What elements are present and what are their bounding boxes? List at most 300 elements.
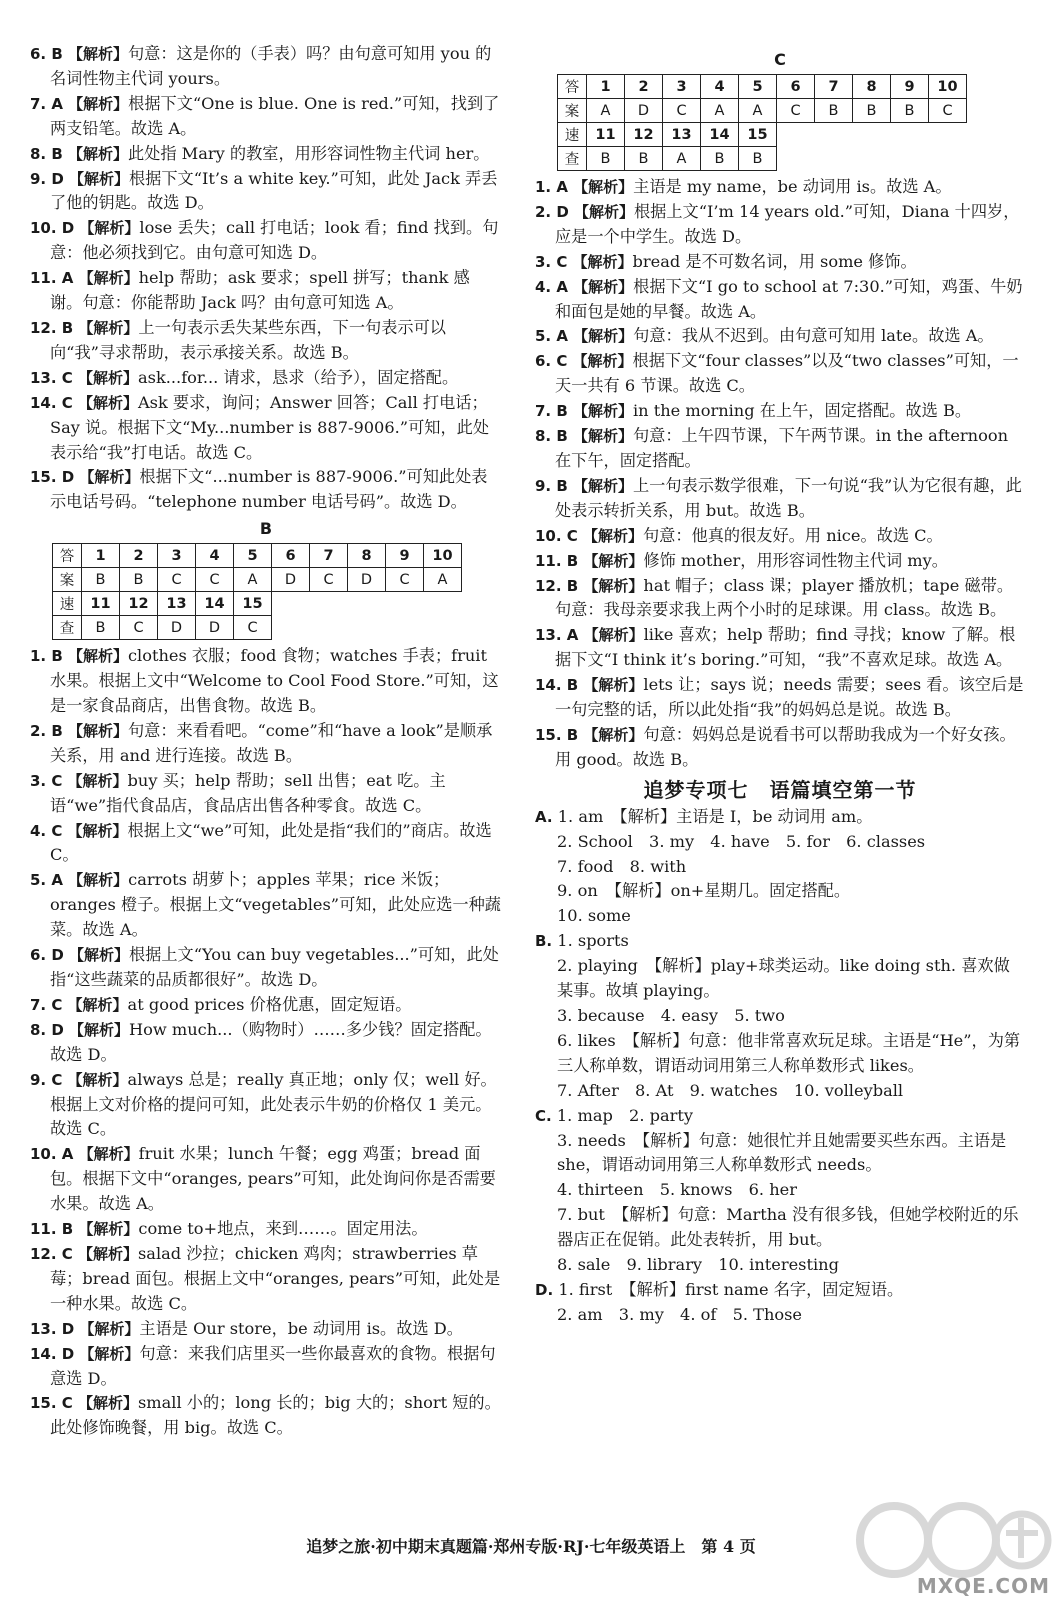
fill-answer-text: 1. am 【解析】主语是 I，be 动词用 am。 <box>557 806 873 826</box>
analysis-text: 句意：这是你的（手表）吗？由句意可知用 you 的名词性物主代词 yours。 <box>50 44 492 88</box>
analysis-tag: 【解析】 <box>583 626 644 645</box>
analysis-text: bread 是不可数名词，用 some 修饰。 <box>632 251 917 271</box>
analysis-text: come to+地点，来到……。固定用法。 <box>138 1219 428 1239</box>
answer-number: 10. C <box>535 526 578 545</box>
empty-cell <box>272 592 310 616</box>
answer-number: 4. C <box>30 821 63 840</box>
answer-entry <box>30 993 502 1018</box>
answer-number: 8. B <box>535 427 568 446</box>
answer-entry <box>535 474 1025 524</box>
empty-cell <box>310 592 348 616</box>
answer-entry <box>30 943 502 993</box>
answer-number: 6. B <box>30 45 63 63</box>
answer-entry <box>535 723 1025 773</box>
section-title: 追梦专项七 语篇填空第一节 <box>643 777 917 802</box>
fill-answer-text: 6. likes 【解析】句意：他非常喜欢玩足球。主语是“He”，为第三人称单数，谓语动词用第三人称单数形式 likes。 <box>557 1030 1021 1075</box>
answer-entry <box>535 954 1025 1004</box>
question-number-cell: 8 <box>853 75 891 99</box>
answer-entry <box>30 42 502 92</box>
empty-cell <box>386 616 424 640</box>
answer-cell: D <box>625 99 663 123</box>
answer-entry <box>30 1342 502 1392</box>
answer-cell: A <box>424 568 462 592</box>
answer-entry <box>535 1029 1025 1079</box>
empty-cell <box>386 592 424 616</box>
analysis-text: 句意：来我们店里买一些你最喜欢的食物。根据句意选 D。 <box>50 1343 496 1388</box>
answer-entry <box>30 366 502 391</box>
answer-entry <box>30 465 502 515</box>
question-number-cell: 7 <box>815 75 853 99</box>
analysis-tag: 【解析】 <box>78 1220 139 1239</box>
answer-entry <box>30 1391 502 1441</box>
analysis-tag: 【解析】 <box>68 946 129 965</box>
answer-number: 12. B <box>535 576 579 595</box>
empty-cell <box>929 123 967 147</box>
answer-number: 6. C <box>535 352 568 371</box>
empty-cell <box>348 616 386 640</box>
analysis-tag: 【解析】 <box>573 202 634 221</box>
analysis-text: buy 买；help 帮助；sell 出售；eat 吃。主语“we”指代食品店，食品店出售各种零食。故选 C。 <box>50 770 446 815</box>
row-label: 查 <box>558 147 587 171</box>
answer-cell: B <box>625 147 663 171</box>
empty-cell <box>929 147 967 171</box>
answer-entry <box>535 175 1025 200</box>
question-number-cell: 3 <box>663 75 701 99</box>
analysis-tag: 【解析】 <box>67 821 128 840</box>
analysis-text: hat 帽子；class 课；player 播放机；tape 磁带。句意：我母亲要求我上两个小时的足球课。用 class。故选 B。 <box>555 575 1014 620</box>
answer-number: 7. C <box>30 995 63 1014</box>
empty-cell <box>815 147 853 171</box>
analysis-text: at good prices 价格优惠，固定短语。 <box>127 994 412 1014</box>
answer-entry <box>535 349 1025 399</box>
fill-answer-text: 3. because 4. easy 5. two <box>557 1006 785 1025</box>
answer-number: 13. A <box>535 626 579 645</box>
analysis-text: 修饰 mother，用形容词性物主代词 my。 <box>643 550 948 570</box>
analysis-tag: 【解析】 <box>572 352 633 371</box>
fill-answer-text: 3. needs 【解析】句意：她很忙并且她需要买些东西。主语是 she，谓语动词用第三人称单数形式 needs。 <box>557 1130 1007 1175</box>
answer-entry <box>535 830 1025 855</box>
question-number-cell: 1 <box>82 544 120 568</box>
answer-number: 3. C <box>30 771 63 790</box>
analysis-tag: 【解析】 <box>79 1319 140 1338</box>
answer-cell: D <box>272 568 310 592</box>
analysis-text: small 小的；long 长的；big 大的；short 短的。此处修饰晚餐，用 big。故选 C。 <box>50 1393 501 1438</box>
answer-entry <box>535 1303 1025 1328</box>
question-number-cell: 5 <box>234 544 272 568</box>
question-number-cell: 11 <box>587 123 625 147</box>
analysis-tag: 【解析】 <box>78 1145 139 1164</box>
answer-cell: B <box>891 99 929 123</box>
analysis-text: 根据上文“I’m 14 years old.”可知，Diana 十四岁，应是一个中学生。故选 D。 <box>555 201 1020 246</box>
answer-entry <box>535 524 1025 549</box>
question-number-cell: 14 <box>196 592 234 616</box>
table-row <box>53 544 462 568</box>
analysis-text: 上一句表示丢失某些东西，下一句表示可以向“我”寻求帮助，表示承接关系。故选 B。 <box>50 317 446 362</box>
answer-entry <box>30 868 502 943</box>
answer-entry <box>535 904 1025 929</box>
empty-cell <box>348 592 386 616</box>
analysis-text: 句意：上午四节课，下午两节课。in the afternoon 在下午，固定搭配。 <box>555 426 1008 470</box>
row-label: 案 <box>558 99 587 123</box>
table-row <box>558 147 967 171</box>
answer-number: 13. D <box>30 1319 75 1338</box>
answer-number: 11. A <box>30 269 74 288</box>
question-number-cell: 14 <box>701 123 739 147</box>
analysis-tag: 【解析】 <box>573 277 634 296</box>
answer-entry <box>30 316 502 366</box>
analysis-tag: 【解析】 <box>573 327 634 346</box>
answer-list-part-c <box>535 175 1025 773</box>
analysis-text: 根据下文“It’s a white key.”可知，此处 Jack 弄丢了他的钥匙。故选 D。 <box>50 168 498 213</box>
answer-entry <box>535 1004 1025 1029</box>
empty-cell <box>424 592 462 616</box>
answer-entry <box>30 1217 502 1242</box>
analysis-text: 根据上文“we”可知，此处是指“我们的”商店。故选 C。 <box>50 820 492 865</box>
analysis-text: fruit 水果；lunch 午餐；egg 鸡蛋；bread 面包。根据下文中“oranges, pears”可知，此处询问你是否需要水果。故选 A。 <box>50 1144 496 1214</box>
answer-cell: A <box>739 99 777 123</box>
empty-cell <box>853 123 891 147</box>
answer-cell: B <box>587 147 625 171</box>
answer-entry <box>535 424 1025 474</box>
empty-cell <box>891 147 929 171</box>
analysis-tag: 【解析】 <box>582 526 643 545</box>
answer-number: 1. B <box>30 647 63 666</box>
answer-number: 10. D <box>30 219 75 238</box>
answer-number: 8. D <box>30 1020 64 1039</box>
analysis-tag: 【解析】 <box>79 468 140 487</box>
answer-cell: C <box>777 99 815 123</box>
answer-cell: C <box>234 616 272 640</box>
row-label: 案 <box>53 568 82 592</box>
question-number-cell: 9 <box>386 544 424 568</box>
analysis-text: always 总是；really 真正地；only 仅；well 好。根据上文对价格的提问可知，此处表示牛奶的价格仅 1 美元。故选 C。 <box>50 1069 497 1139</box>
empty-cell <box>777 147 815 171</box>
answer-cell: A <box>701 99 739 123</box>
answer-cell: C <box>310 568 348 592</box>
analysis-tag: 【解析】 <box>77 1244 138 1263</box>
page-footer: 追梦之旅·初中期末真题篇·郑州专版·RJ·七年级英语上 第 4 页 <box>306 1537 756 1556</box>
answer-entry <box>535 200 1025 250</box>
empty-cell <box>815 123 853 147</box>
answer-cell: B <box>120 568 158 592</box>
analysis-text: carrots 胡萝卜；apples 苹果；rice 米饭；oranges 橙子。根据上文“vegetables”可知，此处应选一种蔬菜。故选 A。 <box>50 870 501 940</box>
analysis-tag: 【解析】 <box>67 144 128 163</box>
answer-entry <box>535 1079 1025 1104</box>
fill-answer-text: 1. sports <box>557 931 629 951</box>
analysis-tag: 【解析】 <box>67 721 128 740</box>
row-label: 速 <box>53 592 82 616</box>
answer-number: 14. D <box>30 1344 75 1363</box>
analysis-tag: 【解析】 <box>68 169 129 188</box>
answer-cell: B <box>82 568 120 592</box>
row-label: 速 <box>558 123 587 147</box>
answer-entry <box>30 1018 502 1068</box>
analysis-tag: 【解析】 <box>67 1070 128 1089</box>
analysis-tag: 【解析】 <box>68 871 129 890</box>
right-column <box>535 48 1025 1328</box>
answer-cell: B <box>82 616 120 640</box>
table-row <box>53 592 462 616</box>
answer-table-b <box>52 543 462 640</box>
answer-entry <box>535 1253 1025 1278</box>
answer-cell: A <box>587 99 625 123</box>
watermark-domain: MXQE.COM <box>916 1574 1050 1598</box>
fill-answer-text: 1. map 2. party <box>556 1105 694 1125</box>
answer-entry <box>30 1242 502 1317</box>
answer-entry <box>535 879 1025 904</box>
analysis-text: 句意：我从不迟到。由句意可知用 late。故选 A。 <box>633 326 994 346</box>
analysis-text: ask...for... 请求，恳求（给予），固定搭配。 <box>137 367 459 387</box>
question-number-cell: 12 <box>120 592 158 616</box>
analysis-tag: 【解析】 <box>572 427 633 446</box>
answer-cell: A <box>663 147 701 171</box>
analysis-tag: 【解析】 <box>572 476 633 495</box>
analysis-tag: 【解析】 <box>572 252 633 271</box>
answer-number: 11. B <box>535 551 579 570</box>
analysis-text: 根据上文“You can buy vegetables...”可知，此处指“这些蔬菜的品质都很好”。故选 D。 <box>50 945 499 989</box>
answer-number: 3. C <box>535 252 568 271</box>
answer-number: 2. D <box>535 202 569 221</box>
answer-cell: D <box>348 568 386 592</box>
answer-number: 9. D <box>30 169 64 188</box>
answer-entry <box>535 399 1025 424</box>
answer-number: 11. B <box>30 1220 74 1239</box>
analysis-text: lose 丢失；call 打电话；look 看；find 找到。句意：他必须找到它。由句意可知选 D。 <box>50 218 499 263</box>
analysis-tag: 【解析】 <box>583 676 644 695</box>
question-number-cell: 4 <box>701 75 739 99</box>
answer-entry <box>535 574 1025 624</box>
analysis-tag: 【解析】 <box>67 771 128 790</box>
analysis-text: 此处指 Mary 的教室，用形容词性物主代词 her。 <box>127 143 490 163</box>
analysis-text: How much...（购物时）……多少钱？固定搭配。故选 D。 <box>50 1019 492 1064</box>
question-number-cell: 9 <box>891 75 929 99</box>
answer-number: 10. A <box>30 1145 74 1164</box>
passage-label: D. <box>535 1280 554 1299</box>
analysis-tag: 【解析】 <box>79 219 140 238</box>
analysis-tag: 【解析】 <box>79 1344 140 1363</box>
answer-number: 14. C <box>30 393 73 412</box>
analysis-tag: 【解析】 <box>78 318 139 337</box>
answer-number: 12. B <box>30 318 74 337</box>
answer-cell: D <box>158 616 196 640</box>
answer-number: 14. B <box>535 676 579 695</box>
analysis-tag: 【解析】 <box>68 1020 129 1039</box>
answer-entry <box>535 324 1025 349</box>
answer-number: 8. B <box>30 144 63 163</box>
answer-entry <box>535 1278 1025 1303</box>
answer-number: 15. C <box>30 1394 73 1413</box>
answer-entry <box>535 1178 1025 1203</box>
answer-number: 4. A <box>535 277 568 296</box>
answer-cell: B <box>739 147 777 171</box>
answer-entry <box>30 266 502 316</box>
answer-cell: B <box>853 99 891 123</box>
answer-cell: B <box>815 99 853 123</box>
analysis-tag: 【解析】 <box>77 393 138 412</box>
empty-cell <box>424 616 462 640</box>
question-number-cell: 1 <box>587 75 625 99</box>
answer-cell: D <box>196 616 234 640</box>
analysis-tag: 【解析】 <box>68 94 129 113</box>
answer-entry <box>30 92 502 142</box>
table-row <box>558 123 967 147</box>
analysis-tag: 【解析】 <box>67 45 128 63</box>
answer-cell: C <box>663 99 701 123</box>
fill-answer-text: 1. first 【解析】first name 名字，固定短语。 <box>558 1279 904 1299</box>
fill-answer-text: 4. thirteen 5. knows 6. her <box>557 1180 797 1200</box>
passage-label: C. <box>535 1106 552 1125</box>
analysis-text: Ask 要求，询问；Answer 回答；Call 打电话；Say 说。根据下文“My...number is 887-9006.”可知，此处表示给“我”打电话。故选 C。 <box>50 392 490 462</box>
row-label: 答 <box>53 544 82 568</box>
answer-cell: A <box>234 568 272 592</box>
analysis-tag: 【解析】 <box>67 995 128 1014</box>
answer-cell: B <box>701 147 739 171</box>
question-number-cell: 6 <box>777 75 815 99</box>
answer-entry <box>535 855 1025 880</box>
answer-entry <box>30 167 502 217</box>
analysis-tag: 【解析】 <box>77 368 138 387</box>
answer-entry <box>30 142 502 167</box>
question-number-cell: 6 <box>272 544 310 568</box>
answer-table-c <box>557 74 967 171</box>
left-column <box>30 42 502 1441</box>
analysis-text: lets 让；says 说；needs 需要；sees 看。该空后是一句完整的话，所以此处指“我”的妈妈总是说。故选 B。 <box>555 675 1024 720</box>
analysis-text: 上一句表示数学很难，下一句说“我”认为它很有趣，此处表示转折关系，用 but。故选 B。 <box>555 475 1022 520</box>
question-number-cell: 2 <box>120 544 158 568</box>
answer-number: 9. C <box>30 1070 63 1089</box>
question-number-cell: 12 <box>625 123 663 147</box>
answer-entry <box>535 929 1025 954</box>
analysis-text: 根据下文“I go to school at 7:30.”可知，鸡蛋、牛奶和面包是她的早餐。故选 A。 <box>555 276 1023 321</box>
answer-cell: C <box>929 99 967 123</box>
answer-entry <box>30 216 502 266</box>
answer-entry <box>30 1142 502 1217</box>
answer-entry <box>535 1203 1025 1253</box>
fill-answer-text: 10. some <box>557 906 631 926</box>
answer-list-part-b <box>30 644 502 1441</box>
answer-number: 15. D <box>30 468 75 487</box>
row-label: 查 <box>53 616 82 640</box>
answer-entry <box>535 805 1025 830</box>
answer-entry <box>30 719 502 769</box>
analysis-text: help 帮助；ask 要求；spell 拼写；thank 感谢。句意：你能帮助 Jack 吗？由句意可知选 A。 <box>50 268 470 313</box>
fill-answer-text: 2. School 3. my 4. have 5. for 6. classes <box>557 831 926 851</box>
question-number-cell: 3 <box>158 544 196 568</box>
table-row <box>558 99 967 123</box>
question-number-cell: 10 <box>929 75 967 99</box>
empty-cell <box>272 616 310 640</box>
answer-number: 5. A <box>535 327 568 346</box>
question-number-cell: 13 <box>663 123 701 147</box>
analysis-text: 主语是 my name，be 动词用 is。故选 A。 <box>633 177 952 196</box>
answer-entry <box>30 644 502 719</box>
analysis-tag: 【解析】 <box>67 647 128 666</box>
fill-answer-text: 7. After 8. At 9. watches 10. volleyball <box>557 1080 904 1100</box>
fill-answer-text: 7. food 8. with <box>557 856 687 876</box>
answer-entry <box>30 769 502 819</box>
analysis-text: in the morning 在上午，固定搭配。故选 B。 <box>632 401 972 421</box>
row-label: 答 <box>558 75 587 99</box>
answer-entry <box>535 673 1025 723</box>
analysis-tag: 【解析】 <box>77 1394 138 1413</box>
fill-answer-text: 2. am 3. my 4. of 5. Those <box>557 1304 803 1324</box>
passage-label: A. <box>535 807 553 826</box>
analysis-text: 根据下文“four classes”以及“two classes”可知，一天一共有 6 节课。故选 C。 <box>555 351 1019 396</box>
answer-entry <box>535 549 1025 574</box>
analysis-tag: 【解析】 <box>583 551 644 570</box>
answer-number: 7. B <box>535 402 568 421</box>
fill-answer-text: 9. on 【解析】on+星期几。固定搭配。 <box>557 881 851 901</box>
question-number-cell: 7 <box>310 544 348 568</box>
analysis-tag: 【解析】 <box>573 178 634 196</box>
analysis-text: 句意：妈妈总是说看书可以帮助我成为一个好女孩。用 good。故选 B。 <box>555 724 1016 769</box>
analysis-tag: 【解析】 <box>572 402 633 421</box>
answer-cell: C <box>386 568 424 592</box>
question-number-cell: 8 <box>348 544 386 568</box>
answer-number: 13. C <box>30 368 73 387</box>
answer-entry <box>535 250 1025 275</box>
analysis-tag: 【解析】 <box>583 725 644 744</box>
analysis-text: like 喜欢；help 帮助；find 寻找；know 了解。根据下文“I think it’s boring.”可知，“我”不喜欢足球。故选 A。 <box>555 625 1016 670</box>
question-number-cell: 2 <box>625 75 663 99</box>
question-number-cell: 5 <box>739 75 777 99</box>
table-c-title: C <box>774 50 786 69</box>
question-number-cell: 15 <box>234 592 272 616</box>
analysis-text: 主语是 Our store，be 动词用 is。故选 D。 <box>139 1318 463 1338</box>
answer-entry <box>535 275 1025 325</box>
answer-entry <box>535 623 1025 673</box>
question-number-cell: 4 <box>196 544 234 568</box>
analysis-text: 根据下文“...number is 887-9006.”可知此处表示电话号码。“telephone number 电话号码”。故选 D。 <box>50 467 488 512</box>
analysis-text: 句意：来看看吧。“come”和“have a look”是顺承关系，用 and 进行连接。故选 B。 <box>50 720 493 765</box>
answer-number: 12. C <box>30 1244 73 1263</box>
empty-cell <box>891 123 929 147</box>
answer-cell: C <box>196 568 234 592</box>
analysis-text: clothes 衣服；food 食物；watches 手表；fruit 水果。根据上文中“Welcome to Cool Food Store.”可知，这是一家食品商店，出售食物。故选 B。 <box>50 646 499 716</box>
answer-entry <box>535 1104 1025 1129</box>
analysis-text: 根据下文“One is blue. One is red.”可知，找到了两支铅笔。故选 A。 <box>50 93 500 138</box>
empty-cell <box>310 616 348 640</box>
answer-entry <box>30 391 502 466</box>
answer-entry <box>535 1129 1025 1179</box>
analysis-text: salad 沙拉；chicken 鸡肉；strawberries 草莓；bread 面包。根据上文中“oranges, pears”可知，此处是一种水果。故选 C。 <box>50 1243 501 1313</box>
question-number-cell: 11 <box>82 592 120 616</box>
table-row <box>53 616 462 640</box>
answer-entry <box>30 819 502 869</box>
empty-cell <box>853 147 891 171</box>
analysis-tag: 【解析】 <box>583 576 644 595</box>
table-b-title: B <box>259 519 273 539</box>
answer-cell: C <box>120 616 158 640</box>
answer-number: 9. B <box>535 476 568 495</box>
empty-cell <box>777 123 815 147</box>
answer-number: 7. A <box>30 94 63 113</box>
passage-label: B. <box>535 932 553 951</box>
question-number-cell: 13 <box>158 592 196 616</box>
answer-cell: C <box>158 568 196 592</box>
answer-number: 6. D <box>30 946 64 965</box>
analysis-tag: 【解析】 <box>78 269 139 288</box>
fill-answer-text: 2. playing 【解析】play+球类运动。like doing sth. 喜欢做某事。故填 playing。 <box>557 956 1010 1001</box>
question-number-cell: 15 <box>739 123 777 147</box>
table-row <box>558 75 967 99</box>
analysis-text: 句意：他真的很友好。用 nice。故选 C。 <box>642 525 943 545</box>
answer-entry <box>30 1068 502 1143</box>
answer-number: 1. A <box>535 178 568 196</box>
answer-number: 15. B <box>535 725 579 744</box>
answer-number: 2. B <box>30 721 63 740</box>
table-row <box>53 568 462 592</box>
